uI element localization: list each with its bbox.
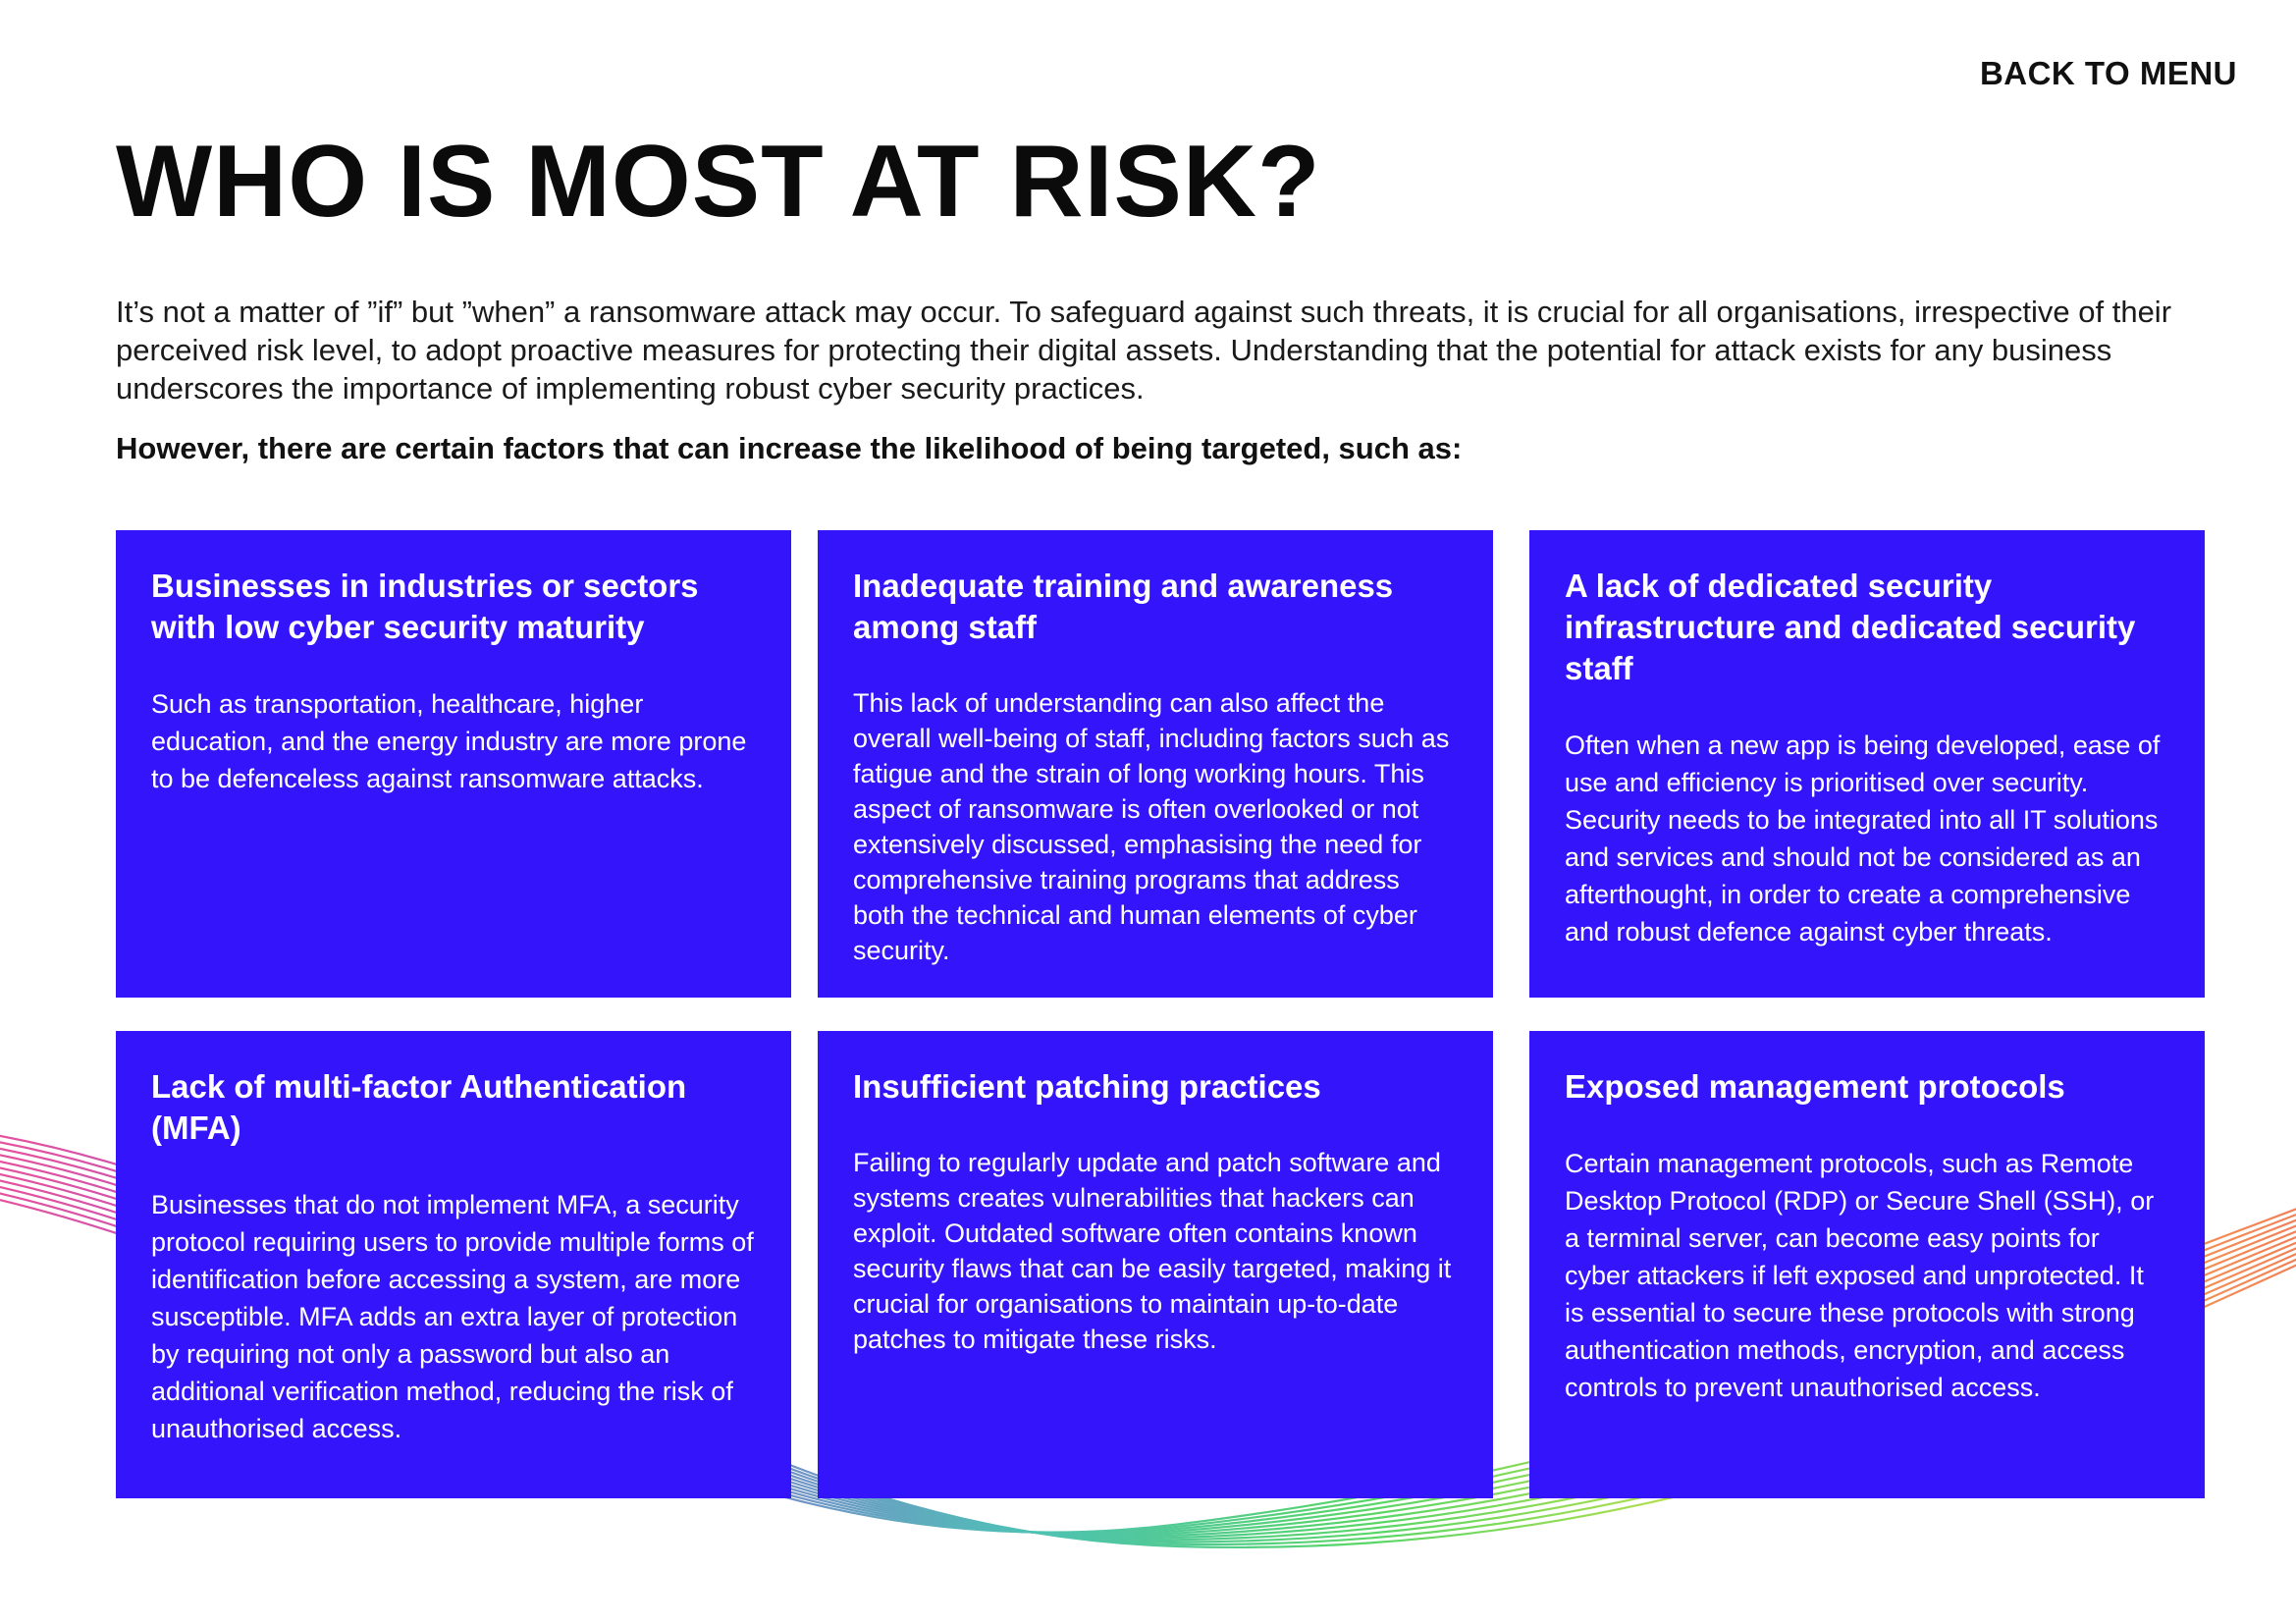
card-body: Certain management protocols, such as Remote Desktop Protocol (RDP) or Secure Shell (SSH), or a terminal server, can become easy points for cyber attackers if left exposed and unprotected. It is essential to secure these protocols with strong authentication methods, encryption, and access controls to prevent unauthorised access. [1565,1149,2155,1402]
back-to-menu-link[interactable]: BACK TO MENU [1979,55,2237,91]
card-title: A lack of dedicated security infrastructure and dedicated security staff [1565,568,2136,686]
lead-sentence: However, there are certain factors that can increase the likelihood of being targeted, such as: [116,431,1463,465]
card-body: Such as transportation, healthcare, higher education, and the energy industry are more prone to be defenceless against ransomware attacks. [151,689,747,793]
risk-card-training [818,530,1493,998]
risk-card-mfa [116,1031,791,1498]
card-body: Businesses that do not implement MFA, a security protocol requiring users to provide multiple forms of identification before accessing a system, are more susceptible. MFA adds an extra layer of protection by requiring not only a password but also an additional verification method, reducing the risk of unauthorised access. [151,1190,754,1443]
card-title: Inadequate training and awareness among staff [853,568,1394,645]
risk-card-security-infrastructure [1529,530,2205,998]
page-title: WHO IS MOST AT RISK? [116,125,1321,239]
risk-card-patching [818,1031,1493,1498]
card-title: Exposed management protocols [1565,1068,2065,1105]
card-body: This lack of understanding can also affect the overall well-being of staff, including factors such as fatigue and the strain of long working hours. This aspect of ransomware is often overlooked or not extensively discussed, emphasising the need for comprehensive training programs that address both the technical and human elements of cyber security. [853,688,1450,965]
card-title: Insufficient patching practices [853,1068,1321,1105]
card-body: Failing to regularly update and patch software and systems creates vulnerabilities that hackers can exploit. Outdated software often contains known security flaws that can be easily targeted, making it crucial for organisations to maintain up-to-date patches to mitigate these risks. [853,1148,1452,1354]
card-title: Lack of multi-factor Authentication (MFA) [151,1068,687,1146]
risk-card-management-protocols [1529,1031,2205,1498]
intro-paragraph: It’s not a matter of ”if” but ”when” a ransomware attack may occur. To safeguard against such threats, it is crucial for all organisations, irrespective of their perceived risk level, to adopt proactive measures for protecting their digital assets. Understanding that the potential for attack exists for any business underscores the importance of implementing robust cyber security practices. [116,295,2172,406]
card-body: Often when a new app is being developed, ease of use and efficiency is prioritised over security. Security needs to be integrated into all IT solutions and services and should not be considered as an afterthought, in order to create a comprehensive and robust defence against cyber threats. [1565,731,2161,947]
risk-card-low-maturity [116,530,791,998]
card-title: Businesses in industries or sectors with low cyber security maturity [151,568,699,645]
